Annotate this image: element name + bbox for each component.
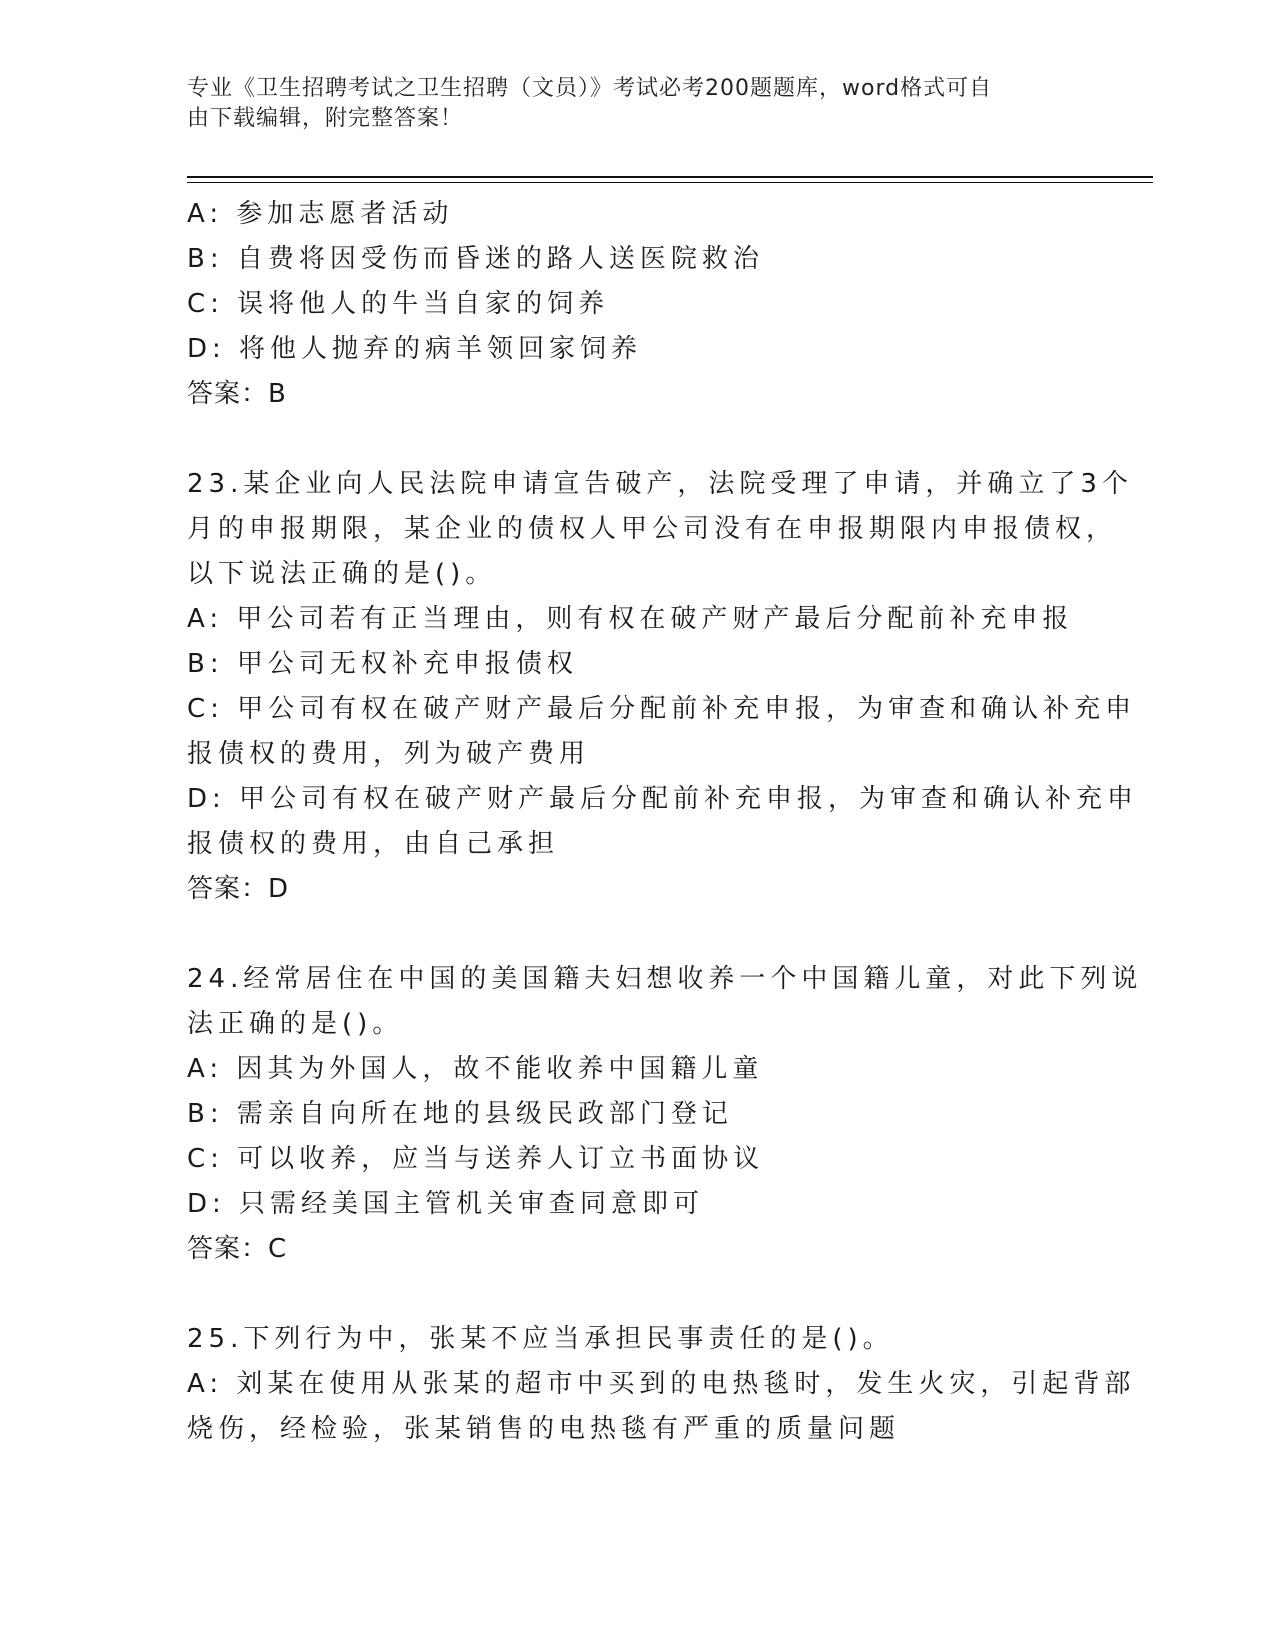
option-d: D: 只需经美国主管机关审查同意即可 [187, 1189, 705, 1219]
option-d-line-1: D: 甲公司有权在破产财产最后分配前补充申报，为审查和确认补充申 [187, 784, 1139, 814]
question-list [187, 192, 1143, 1452]
option-a: A: 甲公司若有正当理由，则有权在破产财产最后分配前补充申报 [187, 604, 1074, 634]
header-divider-thin [187, 182, 1153, 183]
question-25 [187, 1317, 1136, 1452]
question-stem-line-2: 月的申报期限，某企业的债权人甲公司没有在申报期限内申报债权， [187, 514, 1118, 544]
header-divider-thick [187, 176, 1153, 178]
question-stem-line-1: 24.经常居住在中国的美国籍夫妇想收养一个中国籍儿童，对此下列说 [187, 964, 1143, 994]
document-header [187, 74, 1067, 134]
option-b: B: 甲公司无权补充申报债权 [187, 649, 578, 679]
question-stem-line-3: 以下说法正确的是()。 [187, 559, 497, 589]
option-d: D: 将他人抛弃的病羊领回家饲养 [187, 334, 643, 364]
spacer [187, 912, 1087, 957]
option-c-line-1: C: 甲公司有权在破产财产最后分配前补充申报，为审查和确认补充申 [187, 694, 1137, 724]
question-24 [187, 957, 1143, 1272]
answer-line: 答案：C [187, 1234, 288, 1264]
header-line-2: 由下载编辑，附完整答案！ [187, 106, 464, 131]
option-a-line-1: A: 刘某在使用从张某的超市中买到的电热毯时，发生火灾，引起背部 [187, 1369, 1136, 1399]
option-c: C: 可以收养，应当与送养人订立书面协议 [187, 1144, 765, 1174]
spacer [187, 1272, 1087, 1317]
question-stem-line-1: 23.某企业向人民法院申请宣告破产，法院受理了申请，并确立了3个 [187, 469, 1133, 499]
option-a: A: 因其为外国人，故不能收养中国籍儿童 [187, 1054, 764, 1084]
question-stem-line-2: 法正确的是()。 [187, 1009, 404, 1039]
option-a-line-2: 烧伤，经检验，张某销售的电热毯有严重的质量问题 [187, 1414, 901, 1444]
question-22 [187, 192, 1087, 417]
question-stem-line-1: 25.下列行为中，张某不应当承担民事责任的是()。 [187, 1324, 894, 1354]
option-b: B: 自费将因受伤而昏迷的路人送医院救治 [187, 244, 764, 274]
header-line-1: 专业《卫生招聘考试之卫生招聘（文员）》考试必考200题题库，word格式可自 [187, 76, 993, 101]
answer-line: 答案：B [187, 379, 287, 409]
option-a: A: 参加志愿者活动 [187, 199, 454, 229]
option-d-line-2: 报债权的费用，由自己承担 [187, 829, 560, 859]
option-c: C: 误将他人的牛当自家的饲养 [187, 289, 610, 319]
answer-line: 答案：D [187, 874, 290, 904]
option-c-line-2: 报债权的费用，列为破产费用 [187, 739, 591, 769]
question-23 [187, 462, 1139, 912]
spacer [187, 417, 1087, 462]
option-b: B: 需亲自向所在地的县级民政部门登记 [187, 1099, 733, 1129]
